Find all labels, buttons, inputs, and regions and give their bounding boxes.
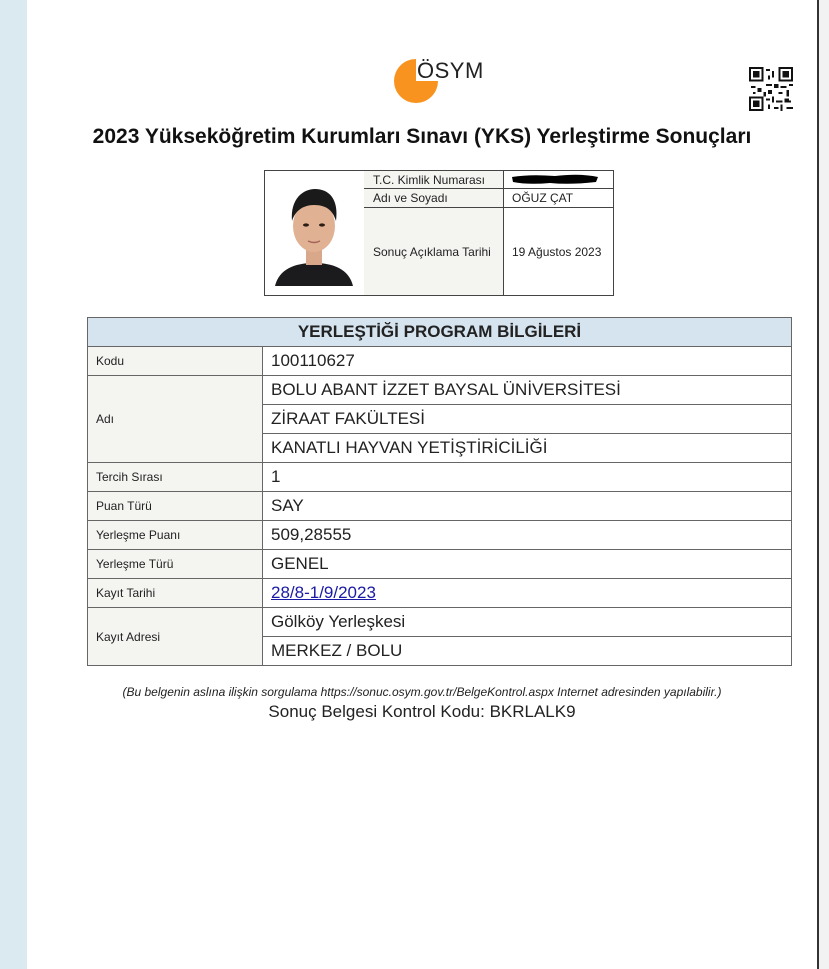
date-row <box>364 208 613 295</box>
row-value: SAY <box>271 496 304 515</box>
date-value: 19 Ağustos 2023 <box>512 244 602 259</box>
row-label: Kayıt Tarihi <box>88 579 263 607</box>
redaction-mark-icon <box>510 173 600 186</box>
registration-date-link[interactable]: 28/8-1/9/2023 <box>271 583 376 602</box>
tc-value <box>504 171 613 188</box>
row-value: Gölköy Yerleşkesi <box>263 608 791 637</box>
row-value: 509,28555 <box>271 525 352 544</box>
page-title: 2023 Yükseköğretim Kurumları Sınavı (YKS) Yerleştirme Sonuçları <box>92 125 752 148</box>
program-rows <box>88 347 791 665</box>
table-row <box>88 347 791 376</box>
control-code: Sonuç Belgesi Kontrol Kodu: BKRLALK9 <box>268 702 576 721</box>
page-edge <box>817 0 829 969</box>
qr-code-icon <box>749 67 793 111</box>
row-label: Puan Türü <box>88 492 263 520</box>
row-value: KANATLI HAYVAN YETİŞTİRİCİLİĞİ <box>271 438 548 457</box>
name-label: Adı ve Soyadı <box>364 189 504 207</box>
name-value: OĞUZ ÇAT <box>512 191 574 205</box>
table-row <box>88 376 791 463</box>
row-value: ZİRAAT FAKÜLTESİ <box>263 405 791 434</box>
row-value: 100110627 <box>271 351 355 370</box>
candidate-photo <box>265 171 365 295</box>
tc-row <box>364 171 613 189</box>
program-table-heading: YERLEŞTİĞİ PROGRAM BİLGİLERİ <box>88 318 791 347</box>
row-value: BOLU ABANT İZZET BAYSAL ÜNİVERSİTESİ <box>263 376 791 405</box>
logo-text: ÖSYM <box>417 58 484 83</box>
row-label: Kodu <box>88 347 263 375</box>
row-label: Adı <box>88 376 263 462</box>
table-row <box>88 550 791 579</box>
row-label: Kayıt Adresi <box>88 608 263 665</box>
verification-note: (Bu belgenin aslına ilişkin sorgulama https://sonuc.osym.gov.tr/BelgeKontrol.aspx Internet adresinden yapılabilir.) <box>122 685 722 699</box>
osym-logo <box>394 57 494 105</box>
table-row <box>88 521 791 550</box>
tc-label: T.C. Kimlik Numarası <box>364 171 504 188</box>
row-label: Yerleşme Türü <box>88 550 263 578</box>
row-value: MERKEZ / BOLU <box>271 641 403 660</box>
person-photo-icon <box>265 171 364 295</box>
row-value: 1 <box>271 467 281 486</box>
candidate-info-box <box>264 170 614 296</box>
program-info-table <box>87 317 792 666</box>
name-row <box>364 189 613 208</box>
row-label: Yerleşme Puanı <box>88 521 263 549</box>
table-row <box>88 463 791 492</box>
row-value: GENEL <box>271 554 329 573</box>
table-row <box>88 579 791 608</box>
table-row <box>88 492 791 521</box>
table-row <box>88 608 791 665</box>
date-label: Sonuç Açıklama Tarihi <box>364 208 504 295</box>
row-label: Tercih Sırası <box>88 463 263 491</box>
